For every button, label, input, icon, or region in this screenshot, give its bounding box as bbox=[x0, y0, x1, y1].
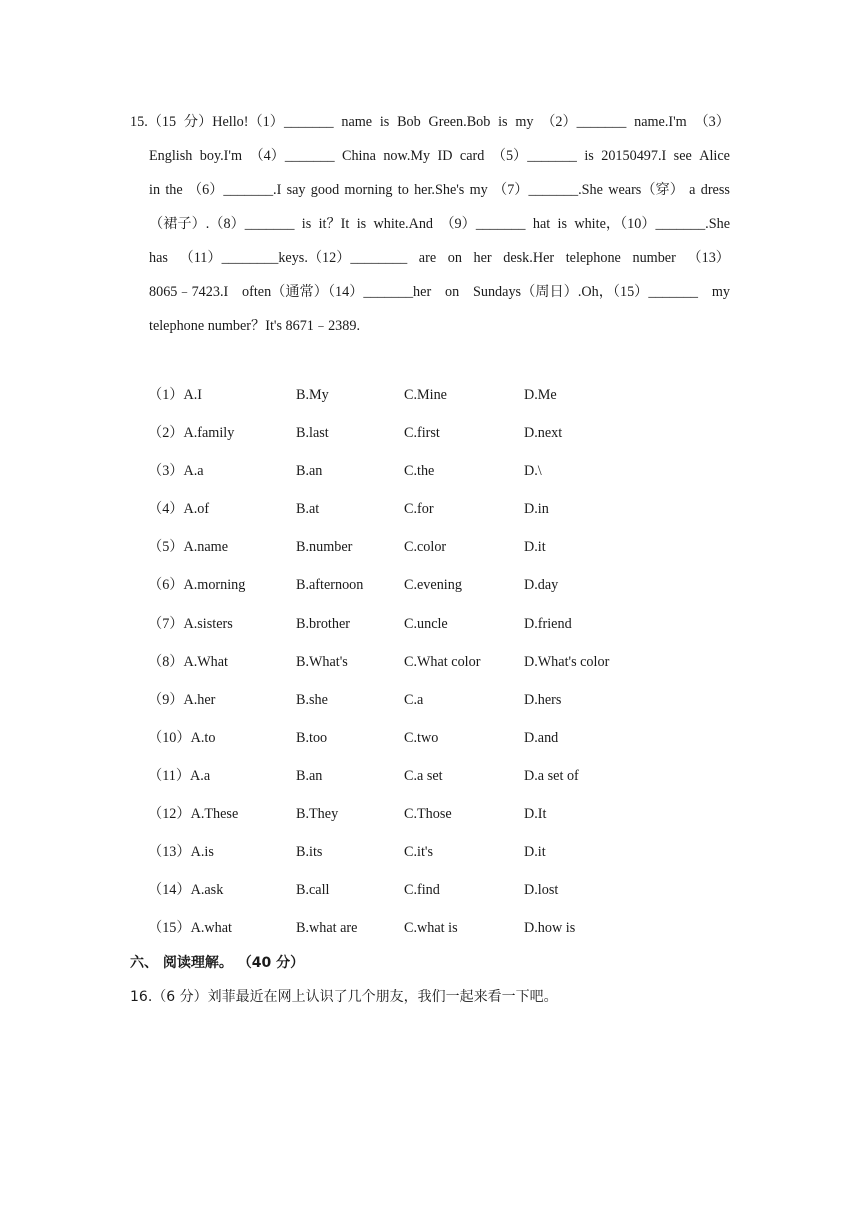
option-row bbox=[148, 915, 668, 953]
passage-line: 15.（15 分）Hello!（1）_______ name is Bob Green.Bob is my （2）_______ name.I'm （3） bbox=[130, 114, 730, 130]
option-a bbox=[148, 687, 215, 713]
option-number: （6） bbox=[148, 577, 184, 594]
option-number: （13） bbox=[148, 844, 191, 861]
option-a bbox=[148, 382, 202, 408]
option-d: D.it bbox=[524, 539, 546, 556]
option-c: C.find bbox=[404, 882, 440, 899]
option-c: C.a set bbox=[404, 767, 443, 784]
option-a bbox=[148, 534, 228, 560]
option-a-text: A.name bbox=[183, 539, 229, 556]
passage-line: 8065﹣7423.I often（通常）（14）_______her on Sundays（周日）.Oh，（15）_______ my bbox=[149, 284, 730, 300]
option-row bbox=[148, 382, 668, 420]
option-d: D.it bbox=[524, 844, 546, 861]
option-number: （8） bbox=[148, 653, 184, 670]
option-d: D.a set of bbox=[524, 767, 579, 784]
option-b: B.last bbox=[296, 425, 329, 442]
option-d: D.how is bbox=[524, 920, 576, 937]
option-number: （7） bbox=[148, 615, 184, 632]
option-row bbox=[148, 458, 668, 496]
option-a-text: A.These bbox=[190, 806, 239, 823]
option-b: B.what are bbox=[296, 920, 358, 937]
option-a bbox=[148, 915, 232, 941]
passage-line: has （11）________keys.（12）________ are on her desk.Her telephone number （13） bbox=[149, 250, 730, 266]
option-row bbox=[148, 611, 668, 649]
passage-line: （裙子）.（8）_______ is it？It is white.And （9）_______ hat is white，（10）_______.She bbox=[149, 216, 730, 232]
option-d: D.Me bbox=[524, 387, 557, 403]
option-a-text: A.is bbox=[190, 844, 214, 861]
option-number: （10） bbox=[148, 729, 191, 746]
option-row bbox=[148, 839, 668, 877]
option-a-text: A.What bbox=[183, 653, 229, 670]
option-a bbox=[148, 649, 228, 675]
option-a bbox=[148, 611, 233, 637]
option-number: （1） bbox=[148, 387, 184, 403]
passage-line: in the （6）_______.I say good morning to her.She's my （7）_______.She wears（穿） a dress bbox=[149, 182, 730, 198]
option-c: C.What color bbox=[404, 653, 481, 670]
option-b: B.afternoon bbox=[296, 577, 364, 594]
option-number: （14） bbox=[148, 882, 191, 899]
option-c: C.Mine bbox=[404, 387, 447, 403]
option-number: （11） bbox=[148, 767, 191, 784]
option-a bbox=[148, 725, 215, 751]
option-a-text: A.family bbox=[183, 425, 235, 442]
option-row bbox=[148, 534, 668, 572]
option-a bbox=[148, 801, 238, 827]
option-d: D.lost bbox=[524, 882, 559, 899]
option-a-text: A.morning bbox=[183, 577, 246, 594]
option-b: B.its bbox=[296, 844, 323, 861]
option-d: D.It bbox=[524, 806, 547, 823]
option-b: B.number bbox=[296, 539, 353, 556]
option-row bbox=[148, 687, 668, 725]
option-b: B.at bbox=[296, 501, 320, 518]
option-number: （15） bbox=[148, 920, 191, 937]
option-c: C.evening bbox=[404, 577, 462, 594]
option-c: C.uncle bbox=[404, 615, 448, 632]
option-row bbox=[148, 763, 668, 801]
option-row bbox=[148, 420, 668, 458]
option-a bbox=[148, 496, 209, 522]
option-b: B.brother bbox=[296, 615, 350, 632]
option-d: D.\ bbox=[524, 463, 542, 480]
option-number: （5） bbox=[148, 539, 184, 556]
option-d: D.hers bbox=[524, 691, 562, 708]
option-a bbox=[148, 839, 214, 865]
option-c: C.first bbox=[404, 425, 440, 442]
option-a-text: A.what bbox=[190, 920, 232, 937]
option-row bbox=[148, 496, 668, 534]
option-c: C.a bbox=[404, 691, 424, 708]
option-c: C.two bbox=[404, 729, 439, 746]
option-d: D.in bbox=[524, 501, 549, 518]
option-number: （9） bbox=[148, 691, 184, 708]
option-c: C.the bbox=[404, 463, 435, 480]
option-row bbox=[148, 572, 668, 610]
option-a bbox=[148, 458, 204, 484]
option-b: B.she bbox=[296, 691, 328, 708]
option-row bbox=[148, 801, 668, 839]
question-15-options bbox=[148, 382, 668, 953]
option-d: D.and bbox=[524, 729, 559, 746]
option-number: （3） bbox=[148, 463, 184, 480]
option-d: D.day bbox=[524, 577, 559, 594]
option-number: （4） bbox=[148, 501, 184, 518]
option-b: B.My bbox=[296, 387, 329, 403]
question-16-prompt: 16.（6 分）刘菲最近在网上认识了几个朋友，我们一起来看一下吧。 bbox=[130, 989, 558, 1005]
option-a-text: A.ask bbox=[190, 882, 224, 899]
question-15-passage bbox=[130, 109, 730, 347]
passage-line: English boy.I'm （4）_______ China now.My ID card （5）_______ is 20150497.I see Alice bbox=[149, 148, 730, 164]
option-d: D.next bbox=[524, 425, 563, 442]
option-a bbox=[148, 877, 223, 903]
option-c: C.it's bbox=[404, 844, 433, 861]
option-d: D.What's color bbox=[524, 653, 610, 670]
option-c: C.what is bbox=[404, 920, 458, 937]
option-a bbox=[148, 420, 234, 446]
option-a-text: A.to bbox=[190, 729, 216, 746]
option-b: B.too bbox=[296, 729, 328, 746]
option-b: B.What's bbox=[296, 653, 348, 670]
option-a-text: A.a bbox=[183, 463, 204, 480]
option-c: C.color bbox=[404, 539, 447, 556]
option-b: B.an bbox=[296, 767, 323, 784]
option-d: D.friend bbox=[524, 615, 572, 632]
section-heading: 六、 阅读理解。 （40 分） bbox=[130, 955, 305, 971]
option-number: （12） bbox=[148, 806, 191, 823]
option-b: B.an bbox=[296, 463, 323, 480]
option-row bbox=[148, 649, 668, 687]
option-a-text: A.I bbox=[183, 387, 203, 403]
option-a-text: A.a bbox=[190, 767, 211, 784]
option-a bbox=[148, 572, 245, 598]
option-a-text: A.sisters bbox=[183, 615, 233, 632]
option-b: B.call bbox=[296, 882, 330, 899]
option-a-text: A.her bbox=[183, 691, 216, 708]
option-row bbox=[148, 877, 668, 915]
option-c: C.for bbox=[404, 501, 434, 518]
passage-line: telephone number？It's 8671﹣2389. bbox=[149, 318, 360, 334]
option-number: （2） bbox=[148, 425, 184, 442]
option-row bbox=[148, 725, 668, 763]
option-b: B.They bbox=[296, 806, 339, 823]
option-a-text: A.of bbox=[183, 501, 210, 518]
option-a bbox=[148, 763, 210, 789]
option-c: C.Those bbox=[404, 806, 452, 823]
